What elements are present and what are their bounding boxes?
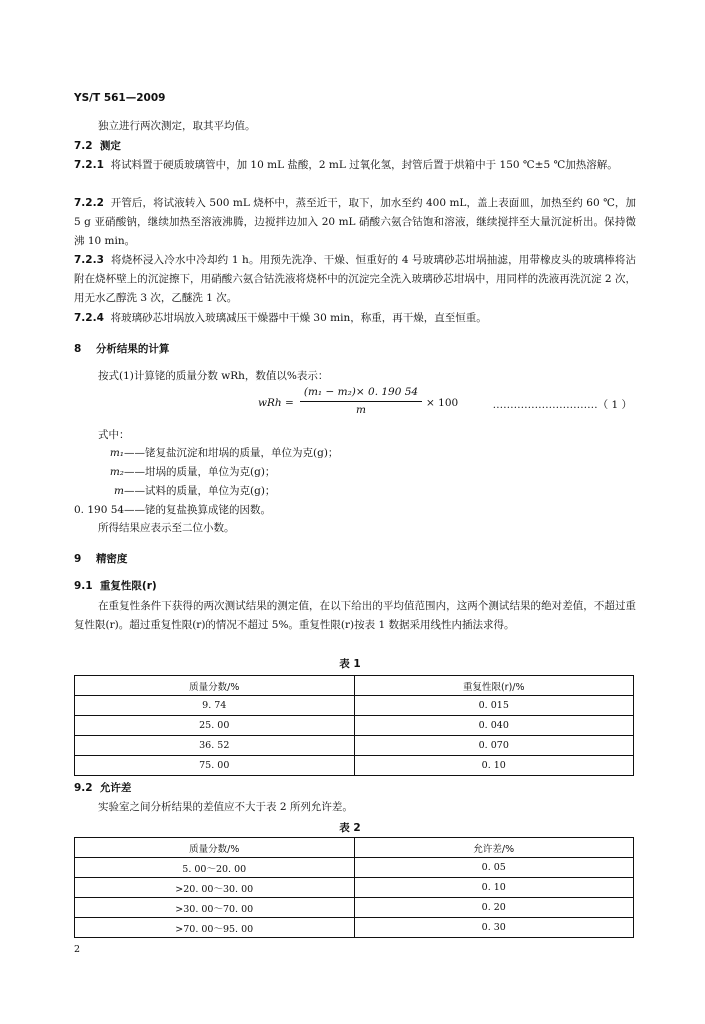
column-header: 允许差/% <box>354 838 634 858</box>
table-cell: 9. 74 <box>75 696 355 716</box>
section-title: 允许差 <box>99 782 132 794</box>
page-number: 2 <box>74 944 81 955</box>
clause-text: 开管后，将试液转入 500 mL 烧杯中，蒸至近干，取下，加水至约 400 mL，盖上表面皿，加热至约 60 ℃，加 5 g 亚硝酸钠，继续加热至溶液沸腾，边搅拌边加入 20 mL 硝酸六氨合钴饱和溶液，继续搅拌至大量沉淀析出。保持微沸 10 min。 <box>74 197 636 247</box>
section-title: 测定 <box>99 140 121 152</box>
clause-number: 7.2.1 <box>74 159 104 171</box>
table-row <box>75 858 634 878</box>
variable-description: ——试料的质量，单位为克(g)； <box>124 485 276 497</box>
variable-definition <box>74 502 271 517</box>
section-title: 重复性限(r) <box>99 580 157 592</box>
clause-text: 将试料置于硬质玻璃管中，加 10 mL 盐酸，2 mL 过氧化氢，封管后置于烘箱中于 150 ℃±5 ℃加热溶解。 <box>110 159 618 171</box>
paragraph-7-2-3 <box>74 251 636 308</box>
table-row <box>75 696 634 716</box>
table-cell: 0. 05 <box>354 858 634 878</box>
table-header-row <box>75 676 634 696</box>
where-label: 式中： <box>98 429 130 441</box>
table-row <box>75 756 634 776</box>
paragraph-7-2-4 <box>74 309 636 328</box>
table-cell: 75. 00 <box>75 756 355 776</box>
variable-definition <box>74 464 275 479</box>
table-cell: 0. 015 <box>354 696 634 716</box>
table-cell: 0. 10 <box>354 878 634 898</box>
formula-tail: × 100 <box>426 397 459 409</box>
table-cell: >30. 00～70. 00 <box>75 898 355 918</box>
clause-number: 7.2.3 <box>74 254 104 266</box>
section-9-1-heading <box>74 578 157 593</box>
section-number: 7.2 <box>74 140 93 152</box>
fraction-bar <box>300 401 422 402</box>
table-cell: 36. 52 <box>75 736 355 756</box>
variable-symbol: m₂ <box>109 466 124 478</box>
table-cell: >70. 00～95. 00 <box>75 918 355 938</box>
table-row <box>75 878 634 898</box>
calculation-intro: 按式(1)计算铑的质量分数 wRh，数值以%表示： <box>98 370 329 382</box>
clause-number: 7.2.4 <box>74 312 104 324</box>
variable-symbol: m₁ <box>109 447 124 459</box>
variable-definition <box>74 483 275 498</box>
table-cell: 0. 040 <box>354 716 634 736</box>
table-1-caption: 表 1 <box>339 658 361 670</box>
section-8-heading <box>74 341 169 356</box>
standard-number: YS/T 561—2009 <box>74 92 166 104</box>
section-number: 9.1 <box>74 580 93 592</box>
table-cell: 5. 00～20. 00 <box>75 858 355 878</box>
variable-definition <box>74 445 338 460</box>
section-9-heading <box>74 551 127 566</box>
column-header: 质量分数/% <box>75 838 355 858</box>
variable-description: ——铑复盐沉淀和坩埚的质量，单位为克(g)； <box>124 447 339 459</box>
section-title: 精密度 <box>95 553 128 565</box>
section-number: 8 <box>74 343 82 355</box>
section-7-2-heading <box>74 138 121 153</box>
rounding-note: 所得结果应表示至二位小数。 <box>98 522 235 534</box>
intro-paragraph: 独立进行两次测定，取其平均值。 <box>98 120 256 132</box>
table-cell: 0. 30 <box>354 918 634 938</box>
tolerance-paragraph: 实验室之间分析结果的差值应不大于表 2 所列允许差。 <box>98 801 353 813</box>
column-header: 重复性限(r)/% <box>354 676 634 696</box>
table-2 <box>74 837 634 938</box>
equation-label: …………………………（ 1 ） <box>492 399 632 411</box>
clause-text: 将烧杯浸入冷水中冷却约 1 h。用预先洗净、干燥、恒重好的 4 号玻璃砂芯坩埚抽滤，用带橡皮头的玻璃棒将沾附在烧杯壁上的沉淀擦下，用硝酸六氨合钴洗液将烧杯中的沉淀完全洗入玻璃砂芯坩埚中，用同样的洗液再洗沉淀 2 次，用无水乙醇洗 3 次，乙醚洗 1 次。 <box>74 254 636 304</box>
table-1 <box>74 675 634 776</box>
table-2-caption: 表 2 <box>339 822 361 834</box>
table-cell: >20. 00～30. 00 <box>75 878 355 898</box>
variable-description: ——铑的复盐换算成铑的因数。 <box>124 504 271 516</box>
section-number: 9.2 <box>74 782 93 794</box>
paragraph-7-2-1 <box>74 156 636 175</box>
formula-numerator: (m₁ − m₂)× 0. 190 54 <box>303 386 419 398</box>
section-number: 9 <box>74 553 82 565</box>
variable-description: ——坩埚的质量，单位为克(g)； <box>124 466 276 478</box>
variable-symbol: 0. 190 54 <box>74 504 125 516</box>
column-header: 质量分数/% <box>75 676 355 696</box>
formula-lhs: wRh = <box>258 397 294 409</box>
table-cell: 0. 20 <box>354 898 634 918</box>
paragraph-7-2-2 <box>74 194 636 251</box>
clause-number: 7.2.2 <box>74 197 104 209</box>
section-title: 分析结果的计算 <box>95 343 170 355</box>
repeatability-paragraph: 在重复性条件下获得的两次测试结果的测定值，在以下给出的平均值范围内，这两个测试结果的绝对差值，不超过重复性限(r)。超过重复性限(r)的情况不超过 5%。重复性限(r)按表 1 数据采用线性内插法求得。 <box>74 600 636 631</box>
table-row <box>75 716 634 736</box>
table-cell: 0. 070 <box>354 736 634 756</box>
table-row <box>75 736 634 756</box>
variable-symbol: m <box>114 485 124 497</box>
table-cell: 25. 00 <box>75 716 355 736</box>
table-row <box>75 898 634 918</box>
section-9-2-heading <box>74 780 131 795</box>
table-cell: 0. 10 <box>354 756 634 776</box>
clause-text: 将玻璃砂芯坩埚放入玻璃减压干燥器中干燥 30 min，称重，再干燥，直至恒重。 <box>110 312 487 324</box>
table-row <box>75 918 634 938</box>
table-header-row <box>75 838 634 858</box>
formula-denominator: m <box>356 404 366 416</box>
